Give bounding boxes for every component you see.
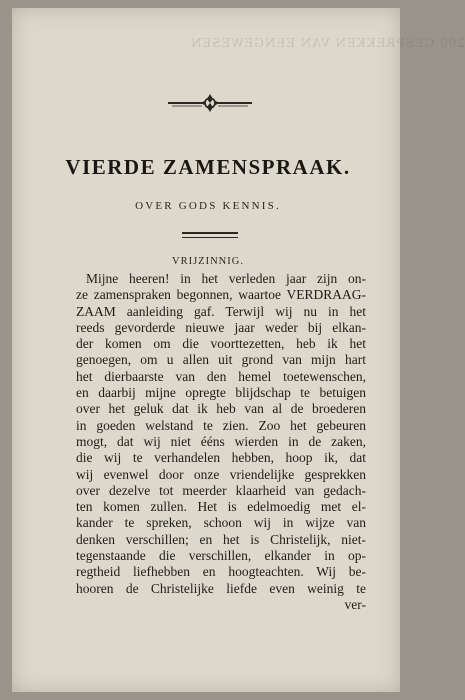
text-line: kander te spreken, schoon wij in wijze van — [76, 515, 366, 531]
text-line: het dierbaarste van den hemel toetewenschen, — [76, 368, 366, 384]
body-text — [76, 271, 366, 613]
text-line: der komen om die voorttezetten, heb ik het — [76, 336, 366, 352]
text-line: en daarbij mijne opregte blijdschap te betuigen — [76, 385, 366, 401]
text-line: wij evenwel door onze vriendelijke gesprekken — [76, 466, 366, 482]
text-line: tegenstaande die verschillen, elkander in op- — [76, 548, 366, 564]
text-line: ZAAM aanleiding gaf. Terwijl wij nu in het — [76, 303, 366, 319]
text-line: over het geluk dat ik heb van al de broederen — [76, 401, 366, 417]
fleuron-ornament-icon — [160, 90, 260, 116]
text-line: over dezelve tot meerder klaarheid van gedach- — [76, 482, 366, 498]
text-line: in goeden welstand te zien. Zoo het gebeuren — [76, 417, 366, 433]
section-rule — [182, 232, 238, 238]
chapter-subtitle: OVER GODS KENNIS. — [135, 200, 281, 212]
text-line: ver- — [344, 596, 366, 612]
text-line: denken verschillen; en het is Christelijk, niet- — [76, 531, 366, 547]
text-line: mogt, dat wij niet ééns wierden in de zaken, — [76, 433, 366, 449]
text-line: reeds gevorderde nieuwe jaar weder bij elkan- — [76, 319, 366, 335]
text-line: regtheid liefhebben en hoogteachten. Wij be- — [76, 564, 366, 580]
text-line: ten komen zullen. Het is edelmoedig met el- — [76, 499, 366, 515]
bleed-through-header: 200 GESPREKKEN VAN EENGEWESEN — [190, 36, 465, 50]
speaker-label: VRIJZINNIG. — [172, 256, 244, 267]
text-line: die wij te verhandelen hebben, hoop ik, dat — [76, 450, 366, 466]
chapter-title: VIERDE ZAMENSPRAAK. — [65, 155, 351, 179]
text-line: hooren de Christelijke liefde even weinig te — [76, 580, 366, 596]
text-line: Mijne heeren! in het verleden jaar zijn on- — [86, 271, 366, 286]
text-line: genoegen, om u allen uit grond van mijn hart — [76, 352, 366, 368]
text-line: ze zamenspraken begonnen, waartoe VERDRAAG- — [76, 287, 366, 303]
